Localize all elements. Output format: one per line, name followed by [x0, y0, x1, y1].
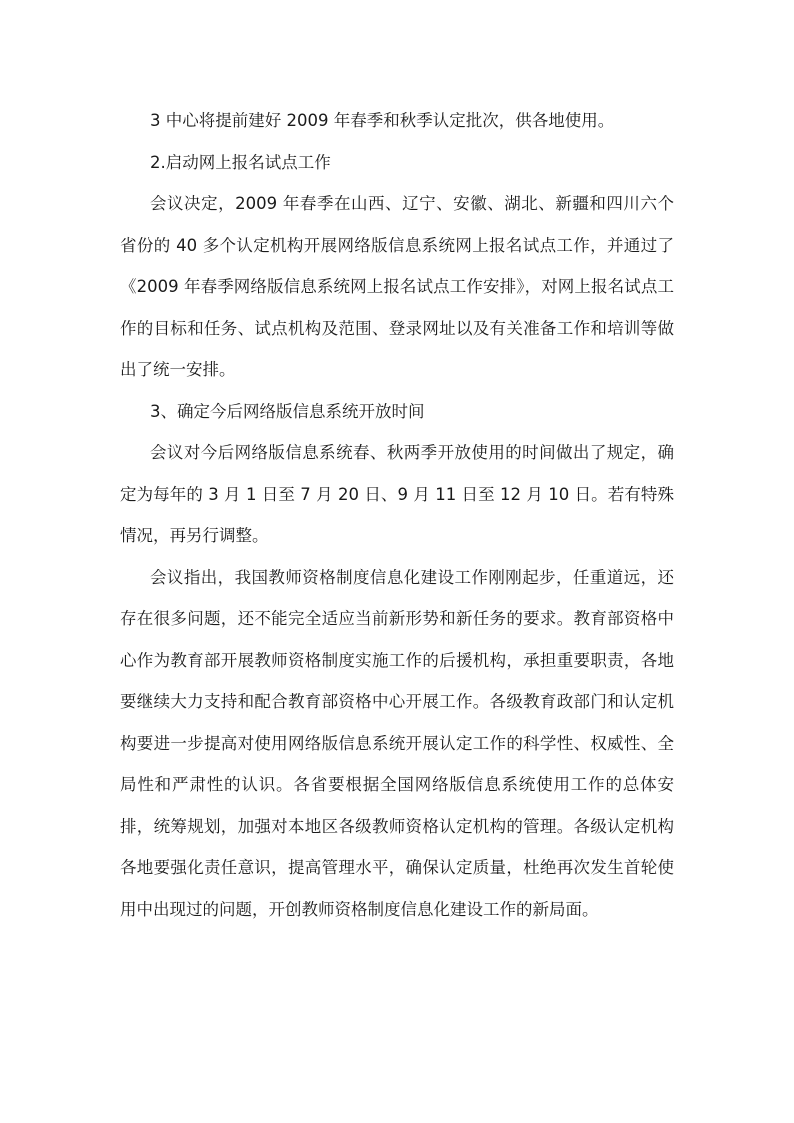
paragraph-open-time: 会议对今后网络版信息系统春、秋两季开放使用的时间做出了规定，确定为每年的 3 月 1 日至 7 月 20 日、9 月 11 日至 12 月 10 日。若有特殊情况，再另行调整。: [120, 443, 674, 545]
document-body: [120, 100, 674, 930]
heading-open-time: 3、确定今后网络版信息系统开放时间: [150, 401, 425, 421]
paragraph-pilot-decision: 会议决定，2009 年春季在山西、辽宁、安徽、湖北、新疆和四川六个省份的 40 多个认定机构开展网络版信息系统网上报名试点工作，并通过了《2009 年春季网络版信息系统网上报名试点工作安排》，对网上报名试点工作的目标和任务、试点机构及范围、登录网址以及有关准备工作和培训等做出了统一安排。: [120, 194, 674, 379]
paragraph-batch-setup: 3 中心将提前建好 2009 年春季和秋季认定批次，供各地使用。: [150, 111, 615, 130]
heading-online-registration-pilot: 2.启动网上报名试点工作: [150, 152, 331, 172]
paragraph-meeting-conclusion: 会议指出，我国教师资格制度信息化建设工作刚刚起步，任重道远，还存在很多问题，还不能完全适应当前新形势和新任务的要求。教育部资格中心作为教育部开展教师资格制度实施工作的后援机构，承担重要职责，各地要继续大力支持和配合教育部资格中心开展工作。各级教育政部门和认定机构要进一步提高对使用网络版信息系统开展认定工作的科学性、权威性、全局性和严肃性的认识。各省要根据全国网络版信息系统使用工作的总体安排，统筹规划，加强对本地区各级教师资格认定机构的管理。各级认定机构各地要强化责任意识，提高管理水平，确保认定质量，杜绝再次发生首轮使用中出现过的问题，开创教师资格制度信息化建设工作的新局面。: [120, 567, 674, 919]
